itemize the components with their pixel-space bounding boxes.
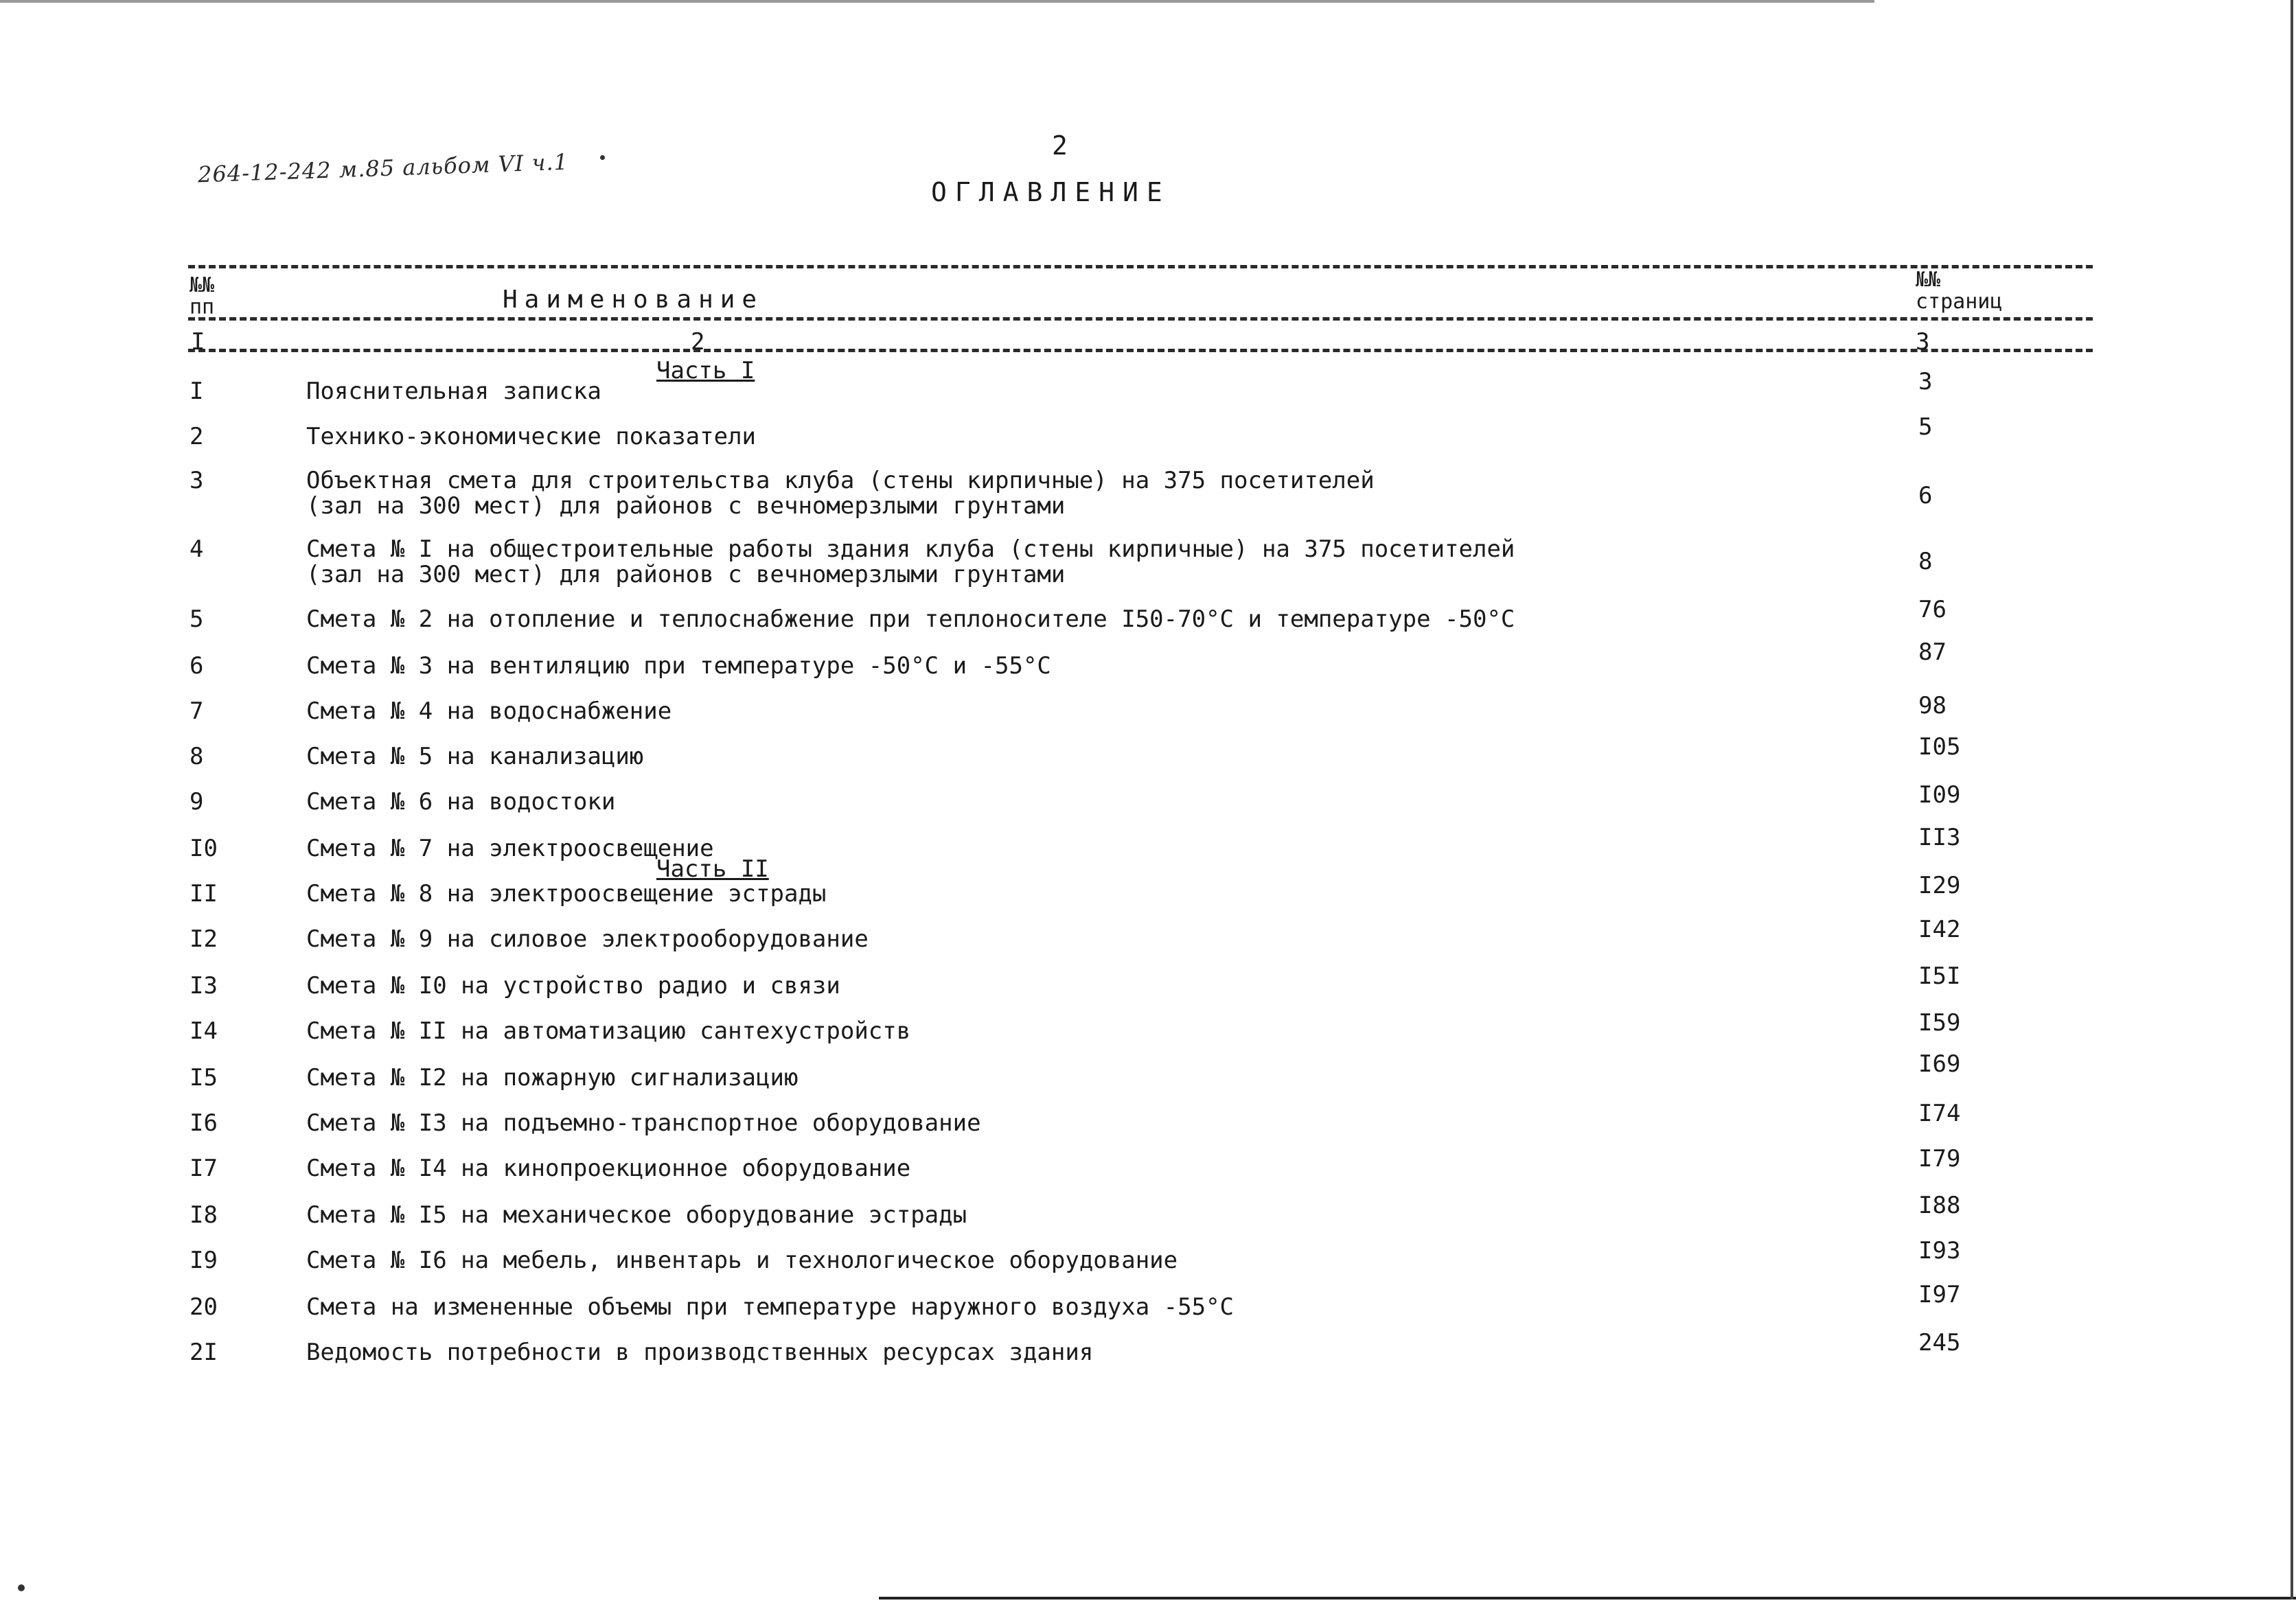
row-page: I97	[1918, 1281, 1961, 1308]
scan-speck	[600, 155, 605, 160]
header-rule-bottom	[188, 349, 2093, 352]
row-title: Смета № I3 на подъемно-транспортное оборудование	[306, 1109, 981, 1137]
row-title: Смета № 4 на водоснабжение	[306, 697, 672, 725]
row-page: 5	[1918, 413, 1933, 441]
row-number: I4	[190, 1017, 218, 1045]
row-page: 8	[1918, 548, 1933, 575]
row-number: I3	[190, 972, 218, 1000]
row-title: Смета № II на автоматизацию сантехустройств	[306, 1017, 911, 1045]
column-number-1: I	[191, 328, 205, 356]
page-number: 2	[1052, 130, 1068, 161]
row-number: I5	[190, 1064, 218, 1092]
row-number: I	[190, 378, 204, 405]
row-title: Смета № 5 на канализацию	[306, 743, 644, 770]
header-pages-column: №№ страниц	[1916, 268, 2003, 314]
row-title: Смета № I4 на кинопроекционное оборудование	[306, 1155, 911, 1182]
header-rule-top	[188, 265, 2093, 268]
row-page: 6	[1918, 482, 1933, 509]
row-number: 9	[190, 788, 204, 816]
row-number: 6	[190, 652, 204, 680]
row-number: I7	[190, 1155, 218, 1182]
column-number-2: 2	[691, 328, 705, 356]
row-title: Смета № I на общестроительные работы здания клуба (стены кирпичные) на 375 посетителей (зал на 300 мест) для районов с вечномерзлыми грунтами	[306, 535, 1515, 589]
part-heading-2: Часть II	[656, 855, 769, 883]
row-page: I74	[1918, 1100, 1961, 1127]
row-title: Пояснительная записка	[306, 378, 601, 405]
row-page: I93	[1918, 1237, 1961, 1265]
row-number: 3	[190, 467, 204, 494]
row-title: Смета № I2 на пожарную сигнализацию	[306, 1064, 799, 1092]
row-title: Смета № 3 на вентиляцию при температуре -50°С и -55°С	[306, 652, 1051, 680]
row-number: 2I	[190, 1339, 218, 1366]
scan-edge-bottom	[879, 1597, 2296, 1600]
row-page: I29	[1918, 872, 1961, 899]
row-number: I6	[190, 1109, 218, 1137]
row-number: 8	[190, 743, 204, 770]
row-number: I0	[190, 835, 218, 862]
scan-edge-right	[2291, 0, 2293, 1600]
row-number: II	[190, 880, 218, 908]
row-page: 98	[1918, 692, 1947, 719]
row-title: Смета № 8 на электроосвещение эстрады	[306, 880, 827, 908]
row-title: Смета № I5 на механическое оборудование эстрады	[306, 1201, 967, 1229]
row-number: 20	[190, 1293, 218, 1321]
row-number: 5	[190, 605, 204, 633]
row-title: Смета № 6 на водостоки	[306, 788, 616, 816]
document-title: ОГЛАВЛЕНИЕ	[931, 177, 1171, 207]
row-page: I59	[1918, 1009, 1961, 1037]
column-number-3: 3	[1916, 328, 1930, 356]
row-page: I09	[1918, 781, 1961, 809]
row-number: I8	[190, 1201, 218, 1229]
row-title: Технико-экономические показатели	[306, 423, 757, 450]
row-page: II3	[1918, 824, 1961, 851]
row-number: 2	[190, 423, 204, 450]
row-number: I9	[190, 1247, 218, 1274]
part-heading-1: Часть I	[656, 357, 755, 384]
row-number: 7	[190, 697, 204, 725]
scan-speck	[18, 1584, 25, 1591]
row-number: 4	[190, 535, 204, 563]
row-page: 3	[1918, 368, 1933, 395]
row-page: I88	[1918, 1192, 1961, 1219]
row-number: I2	[190, 925, 218, 953]
row-page: 245	[1918, 1329, 1961, 1356]
document-code: 264-12-242 м.85 альбом VI ч.1	[197, 148, 569, 188]
row-title: Смета № 7 на электроосвещение	[306, 835, 714, 862]
row-title: Смета № I6 на мебель, инвентарь и технологическое оборудование	[306, 1247, 1178, 1274]
row-title: Смета № 9 на силовое электрооборудование	[306, 925, 869, 953]
row-page: I5I	[1918, 962, 1961, 990]
scan-edge-top	[0, 0, 1874, 3]
row-title: Смета № I0 на устройство радио и связи	[306, 972, 840, 1000]
row-page: I79	[1918, 1145, 1961, 1173]
row-title: Объектная смета для строительства клуба (стены кирпичные) на 375 посетителей (зал на 300 мест) для районов с вечномерзлыми грунтами	[306, 467, 1375, 520]
header-name-column: Наименование	[503, 286, 764, 314]
row-page: I05	[1918, 733, 1961, 761]
row-title: Смета на измененные объемы при температуре наружного воздуха -55°С	[306, 1293, 1235, 1321]
row-title: Смета № 2 на отопление и теплоснабжение при теплоносителе I50-70°С и температуре -50°С	[306, 605, 1515, 633]
header-rule-middle	[188, 317, 2093, 321]
row-page: I69	[1918, 1050, 1961, 1078]
row-page: 76	[1918, 596, 1947, 623]
row-page: I42	[1918, 916, 1961, 943]
header-number-column: №№ пп	[190, 273, 215, 319]
row-page: 87	[1918, 638, 1947, 666]
row-title: Ведомость потребности в производственных ресурсах здания	[306, 1339, 1094, 1366]
